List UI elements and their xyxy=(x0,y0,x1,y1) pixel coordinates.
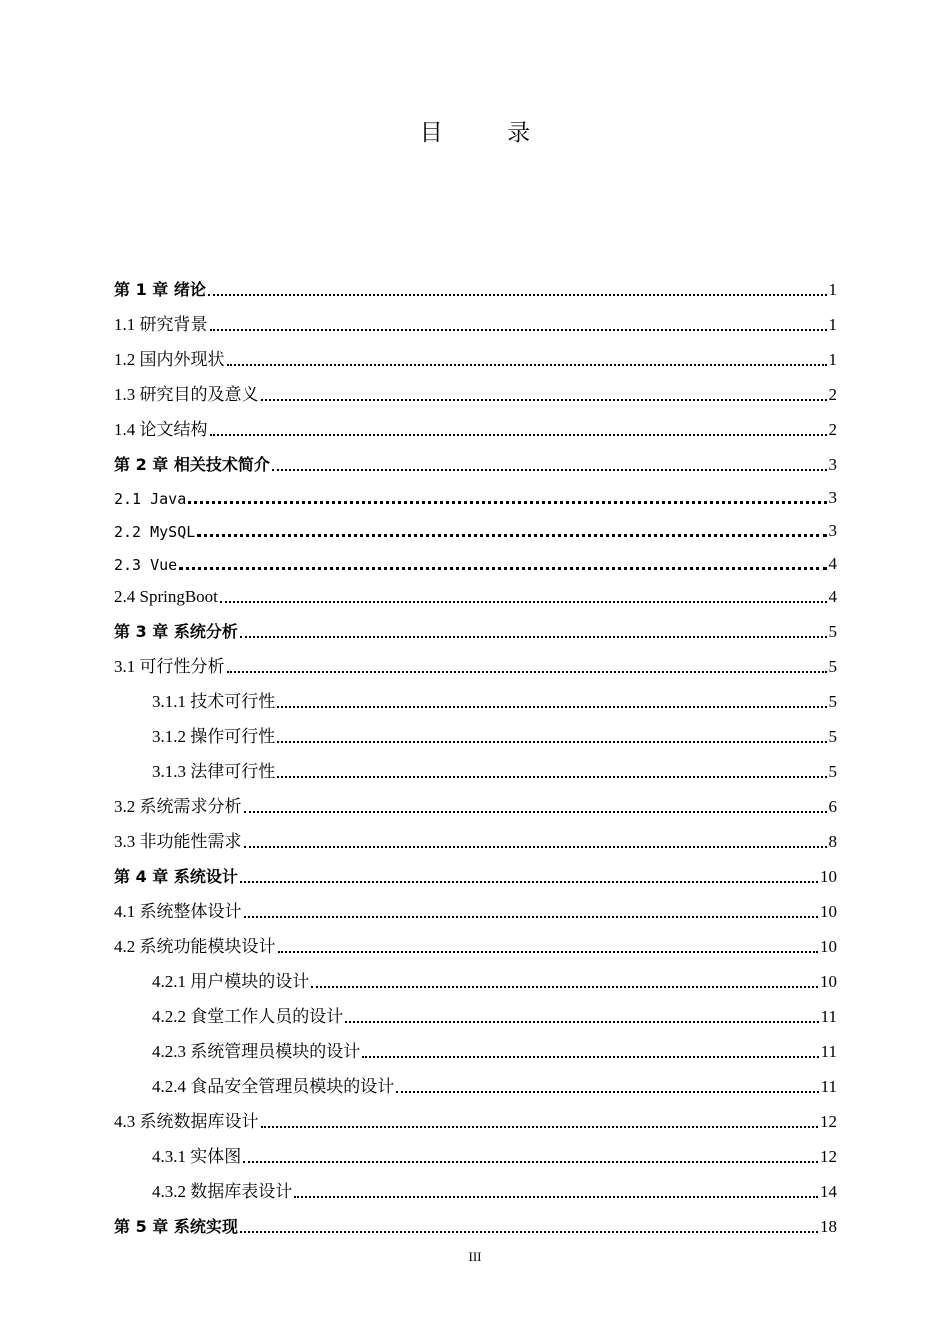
toc-dot-leader xyxy=(311,985,818,988)
toc-entry-page: 6 xyxy=(828,797,837,816)
toc-dot-leader xyxy=(227,363,827,366)
page-title: 目 录 xyxy=(419,120,551,146)
toc-entry[interactable] xyxy=(114,335,837,370)
toc-entry-page: 3 xyxy=(828,455,837,474)
toc-entry-label: 4.1 系统整体设计 xyxy=(114,902,242,921)
toc-dot-leader xyxy=(188,500,826,504)
toc-dot-leader xyxy=(240,880,818,883)
toc-entry-page: 11 xyxy=(820,1042,837,1061)
toc-entry[interactable] xyxy=(114,992,837,1027)
toc-entry[interactable] xyxy=(114,1167,837,1202)
toc-entry[interactable] xyxy=(114,642,837,677)
toc-dot-leader xyxy=(244,915,819,918)
toc-dot-leader xyxy=(277,775,826,778)
toc-entry-page: 11 xyxy=(820,1077,837,1096)
toc-dot-leader xyxy=(227,670,827,673)
toc-entry-page: 10 xyxy=(820,902,837,921)
toc-entry[interactable] xyxy=(114,747,837,782)
page-number: III xyxy=(468,1249,482,1264)
toc-dot-leader xyxy=(210,433,827,436)
toc-entry-label: 3.2 系统需求分析 xyxy=(114,797,242,816)
toc-entry-label: 第 1 章 绪论 xyxy=(114,280,206,299)
toc-entry-label: 1.2 国内外现状 xyxy=(114,350,225,369)
toc-entry-label: 4.3.1 实体图 xyxy=(152,1147,242,1166)
toc-entry-label: 4.2.3 系统管理员模块的设计 xyxy=(152,1042,361,1061)
toc-entry[interactable] xyxy=(114,817,837,852)
toc-entry-label: 4.2.2 食堂工作人员的设计 xyxy=(152,1007,344,1026)
toc-dot-leader xyxy=(240,635,827,638)
toc-entry-page: 2 xyxy=(828,385,837,404)
toc-entry[interactable] xyxy=(114,607,837,642)
toc-dot-leader xyxy=(396,1090,818,1093)
toc-entry[interactable] xyxy=(114,782,837,817)
toc-dot-leader xyxy=(243,1160,818,1163)
toc-entry-page: 4 xyxy=(828,587,837,606)
toc-entry-page: 5 xyxy=(828,622,837,641)
table-of-contents xyxy=(114,265,837,1237)
toc-entry-page: 2 xyxy=(828,420,837,439)
toc-dot-leader xyxy=(244,810,827,813)
toc-dot-leader xyxy=(277,705,826,708)
toc-entry-page: 4 xyxy=(828,554,837,573)
toc-entry-page: 1 xyxy=(828,280,837,299)
toc-entry-label: 3.3 非功能性需求 xyxy=(114,832,242,851)
toc-entry-page: 5 xyxy=(828,727,837,746)
toc-entry-page: 1 xyxy=(828,350,837,369)
toc-entry[interactable] xyxy=(114,887,837,922)
toc-entry-label: 4.2.4 食品安全管理员模块的设计 xyxy=(152,1077,395,1096)
toc-dot-leader xyxy=(278,950,819,953)
toc-entry-page: 18 xyxy=(820,1217,837,1236)
toc-entry-label: 第 5 章 系统实现 xyxy=(114,1217,238,1236)
toc-entry[interactable] xyxy=(114,440,837,475)
toc-dot-leader xyxy=(240,1230,818,1233)
toc-dot-leader xyxy=(261,1125,819,1128)
toc-entry-label: 4.2 系统功能模块设计 xyxy=(114,937,276,956)
toc-entry[interactable] xyxy=(114,1027,837,1062)
toc-entry-page: 3 xyxy=(828,521,837,540)
toc-entry-label: 2.4 SpringBoot xyxy=(114,587,218,606)
toc-entry[interactable] xyxy=(114,405,837,440)
toc-entry[interactable] xyxy=(114,508,837,541)
toc-entry[interactable] xyxy=(114,922,837,957)
toc-dot-leader xyxy=(197,533,826,537)
toc-entry-label: 第 4 章 系统设计 xyxy=(114,867,238,886)
toc-entry-label: 3.1 可行性分析 xyxy=(114,657,225,676)
toc-dot-leader xyxy=(220,600,827,603)
toc-entry[interactable] xyxy=(114,852,837,887)
toc-entry-label: 3.1.1 技术可行性 xyxy=(152,692,276,711)
toc-entry-page: 10 xyxy=(820,867,837,886)
toc-entry[interactable] xyxy=(114,541,837,574)
toc-entry[interactable] xyxy=(114,1132,837,1167)
toc-entry-page: 5 xyxy=(828,657,837,676)
toc-entry-page: 5 xyxy=(828,692,837,711)
toc-entry-label: 第 3 章 系统分析 xyxy=(114,622,238,641)
toc-entry-page: 11 xyxy=(820,1007,837,1026)
toc-entry[interactable] xyxy=(114,677,837,712)
toc-entry-page: 3 xyxy=(828,488,837,507)
toc-dot-leader xyxy=(272,468,827,471)
toc-entry[interactable] xyxy=(114,370,837,405)
toc-dot-leader xyxy=(179,566,826,570)
toc-entry-label: 2.1 Java xyxy=(114,490,187,508)
toc-entry-label: 3.1.3 法律可行性 xyxy=(152,762,276,781)
toc-entry-page: 12 xyxy=(820,1147,837,1166)
toc-entry-page: 10 xyxy=(820,972,837,991)
toc-entry-page: 5 xyxy=(828,762,837,781)
toc-entry[interactable] xyxy=(114,1062,837,1097)
toc-entry-label: 3.1.2 操作可行性 xyxy=(152,727,276,746)
toc-dot-leader xyxy=(362,1055,818,1058)
toc-dot-leader xyxy=(208,293,827,296)
toc-entry[interactable] xyxy=(114,265,837,300)
toc-entry-label: 4.3.2 数据库表设计 xyxy=(152,1182,293,1201)
toc-dot-leader xyxy=(261,398,827,401)
toc-entry-label: 1.4 论文结构 xyxy=(114,420,208,439)
toc-entry-page: 12 xyxy=(820,1112,837,1131)
toc-entry-label: 2.3 Vue xyxy=(114,556,178,574)
toc-entry-page: 8 xyxy=(828,832,837,851)
toc-entry[interactable] xyxy=(114,957,837,992)
toc-entry[interactable] xyxy=(114,1097,837,1132)
toc-entry-label: 4.2.1 用户模块的设计 xyxy=(152,972,310,991)
toc-entry-page: 14 xyxy=(820,1182,837,1201)
toc-entry-page: 1 xyxy=(828,315,837,334)
toc-entry-label: 1.3 研究目的及意义 xyxy=(114,385,259,404)
toc-entry-page: 10 xyxy=(820,937,837,956)
toc-entry-label: 2.2 MySQL xyxy=(114,523,196,541)
toc-dot-leader xyxy=(277,740,826,743)
toc-entry-label: 第 2 章 相关技术简介 xyxy=(114,455,270,474)
toc-entry-label: 1.1 研究背景 xyxy=(114,315,208,334)
toc-dot-leader xyxy=(244,845,827,848)
toc-entry[interactable] xyxy=(114,1202,837,1237)
toc-entry-label: 4.3 系统数据库设计 xyxy=(114,1112,259,1131)
toc-entry[interactable] xyxy=(114,475,837,508)
toc-entry[interactable] xyxy=(114,300,837,335)
toc-entry[interactable] xyxy=(114,574,837,607)
toc-dot-leader xyxy=(294,1195,818,1198)
toc-dot-leader xyxy=(210,328,827,331)
toc-entry[interactable] xyxy=(114,712,837,747)
toc-dot-leader xyxy=(345,1020,818,1023)
